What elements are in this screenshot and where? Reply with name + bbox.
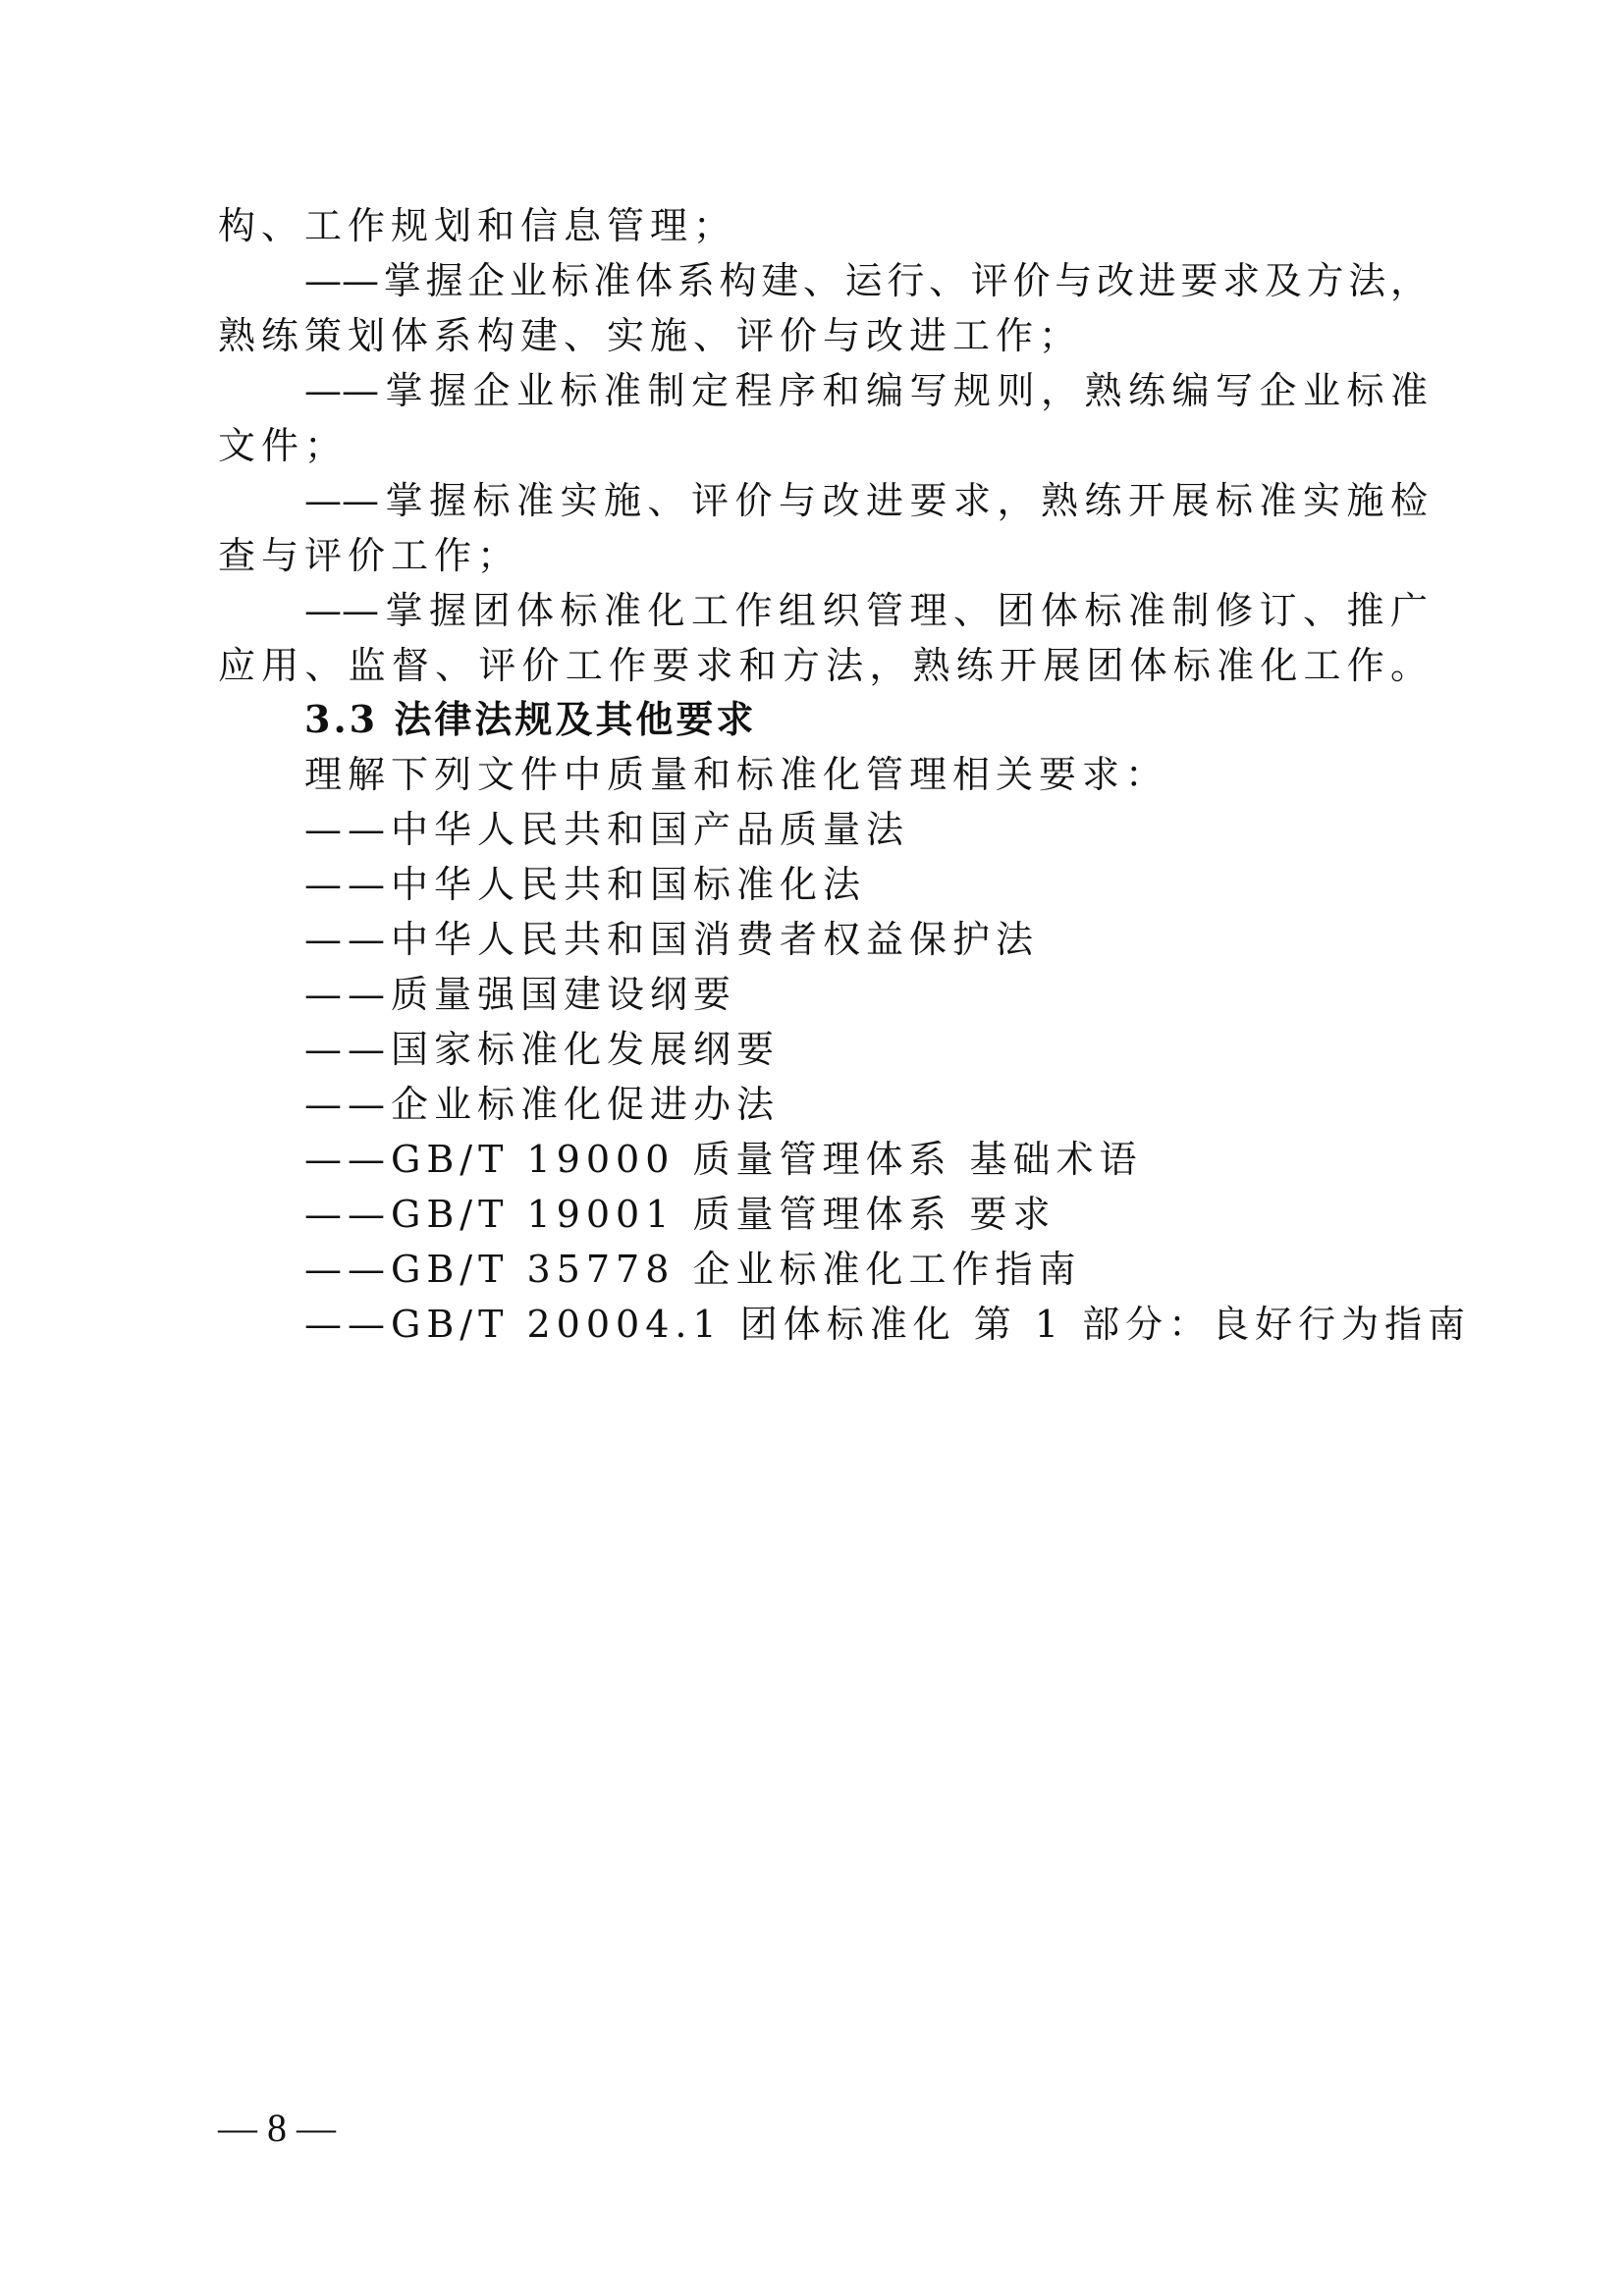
paragraph-line-3: 熟练策划体系构建、实施、评价与改进工作；: [218, 314, 1083, 357]
paragraph-line-8: ——掌握团体标准化工作组织管理、团体标准制修订、推广: [304, 589, 1428, 632]
reference-item: ——GB/T 35778 企业标准化工作指南: [304, 1248, 1082, 1291]
paragraph-line-4: ——掌握企业标准制定程序和编写规则，熟练编写企业标准: [304, 369, 1428, 412]
paragraph-line-6: ——掌握标准实施、评价与改进要求，熟练开展标准实施检: [304, 479, 1428, 522]
paragraph-line-5: 文件；: [218, 424, 349, 467]
reference-item: ——中华人民共和国产品质量法: [304, 808, 910, 851]
reference-item: ——国家标准化发展纲要: [304, 1028, 781, 1071]
reference-item: ——中华人民共和国消费者权益保护法: [304, 918, 1040, 961]
reference-item: ——GB/T 19001 质量管理体系 要求: [304, 1193, 1056, 1236]
paragraph-line-9: 应用、监督、评价工作要求和方法，熟练开展团体标准化工作。: [218, 644, 1428, 687]
reference-item: ——企业标准化促进办法: [304, 1083, 781, 1126]
paragraph-line-7: 查与评价工作；: [218, 534, 521, 577]
reference-item: ——GB/T 19000 质量管理体系 基础术语: [304, 1138, 1143, 1181]
paragraph-line-1: 构、工作规划和信息管理；: [218, 204, 737, 247]
page-number: — 8 —: [218, 2106, 336, 2150]
reference-item: ——GB/T 20004.1 团体标准化 第 1 部分：良好行为指南: [304, 1303, 1472, 1346]
paragraph-line-2: ——掌握企业标准体系构建、运行、评价与改进要求及方法，: [304, 259, 1428, 302]
reference-item: ——质量强国建设纲要: [304, 973, 737, 1016]
intro-text: 理解下列文件中质量和标准化管理相关要求：: [304, 753, 1169, 796]
section-heading: 3.3 法律法规及其他要求: [304, 697, 757, 741]
reference-item: ——中华人民共和国标准化法: [304, 863, 867, 906]
